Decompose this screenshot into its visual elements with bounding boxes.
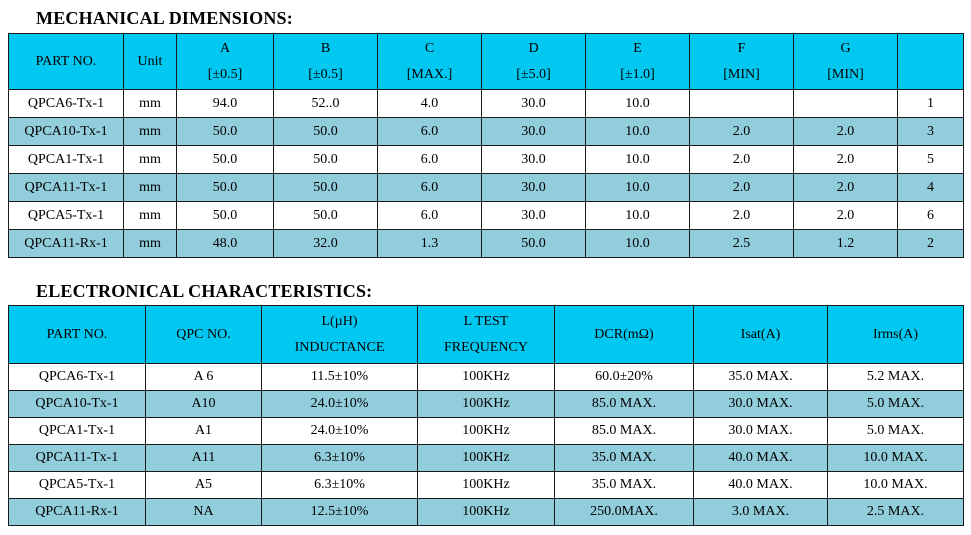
- column-header: [794, 34, 898, 90]
- table-cell: 24.0±10%: [262, 391, 418, 418]
- table-cell: 50.0: [177, 146, 274, 174]
- table-cell: 1.2: [794, 230, 898, 258]
- table-cell: [690, 90, 794, 118]
- table-cell: 85.0 MAX.: [555, 391, 694, 418]
- table-cell: QPCA6-Tx-1: [9, 90, 124, 118]
- table-cell: 50.0: [177, 174, 274, 202]
- table-row: [9, 202, 964, 230]
- table-cell: 6.0: [378, 146, 482, 174]
- table-cell: 32.0: [274, 230, 378, 258]
- table-cell: 6.0: [378, 118, 482, 146]
- column-header: [177, 34, 274, 90]
- table-cell: 30.0: [482, 90, 586, 118]
- table-cell: QPCA1-Tx-1: [9, 146, 124, 174]
- table-cell: QPCA11-Rx-1: [9, 499, 146, 526]
- column-header-sublabel: [±5.0]: [516, 66, 551, 82]
- column-header-label: PART NO.: [35, 53, 97, 69]
- mechanical-title: MECHANICAL DIMENSIONS:: [36, 8, 293, 28]
- table-cell: A1: [146, 418, 262, 445]
- table-row: [9, 90, 964, 118]
- table-cell: 6.0: [378, 174, 482, 202]
- table-cell: A5: [146, 472, 262, 499]
- column-header: [898, 34, 964, 90]
- column-header: [274, 34, 378, 90]
- table-cell: QPCA11-Tx-1: [9, 174, 124, 202]
- table-cell: 4: [898, 174, 964, 202]
- column-header-sublabel: [±0.5]: [207, 66, 243, 82]
- column-header: [482, 34, 586, 90]
- table-cell: 10.0 MAX.: [828, 472, 964, 499]
- column-header: [262, 306, 418, 364]
- table-cell: 3: [898, 118, 964, 146]
- column-header-sublabel: INDUCTANCE: [294, 339, 385, 355]
- table-cell: 48.0: [177, 230, 274, 258]
- table-cell: 40.0 MAX.: [694, 472, 828, 499]
- table-cell: 2.5: [690, 230, 794, 258]
- table-cell: 5.2 MAX.: [828, 364, 964, 391]
- electronical-title: ELECTRONICAL CHARACTERISTICS:: [36, 281, 373, 301]
- table-cell: 2.0: [690, 118, 794, 146]
- table-cell: 35.0 MAX.: [694, 364, 828, 391]
- table-cell: [794, 90, 898, 118]
- table-cell: mm: [124, 118, 177, 146]
- column-header-label: QPC NO.: [176, 326, 231, 342]
- table-cell: 100KHz: [418, 391, 555, 418]
- table-cell: 6.3±10%: [262, 472, 418, 499]
- table-cell: 50.0: [274, 202, 378, 230]
- table-cell: 2.0: [690, 202, 794, 230]
- table-cell: 35.0 MAX.: [555, 472, 694, 499]
- electronical-characteristics-table: [8, 305, 964, 526]
- column-header: [124, 34, 177, 90]
- table-cell: 2.0: [794, 118, 898, 146]
- table-cell: QPCA6-Tx-1: [9, 364, 146, 391]
- table-cell: 4.0: [378, 90, 482, 118]
- table-cell: QPCA1-Tx-1: [9, 418, 146, 445]
- column-header-label: C: [424, 40, 435, 56]
- table-cell: mm: [124, 230, 177, 258]
- table-cell: 35.0 MAX.: [555, 445, 694, 472]
- table-cell: 94.0: [177, 90, 274, 118]
- column-header: [9, 306, 146, 364]
- table-cell: mm: [124, 146, 177, 174]
- column-header-label: G: [840, 40, 851, 56]
- table-cell: 10.0: [586, 202, 690, 230]
- column-header: [586, 34, 690, 90]
- column-header: [146, 306, 262, 364]
- table-row: [9, 472, 964, 499]
- table-cell: 6.3±10%: [262, 445, 418, 472]
- mechanical-dimensions-table: [8, 33, 964, 258]
- column-header-sublabel: [MIN]: [723, 66, 760, 82]
- table-row: [9, 445, 964, 472]
- table-cell: QPCA10-Tx-1: [9, 391, 146, 418]
- table-row: [9, 364, 964, 391]
- table-cell: 30.0 MAX.: [694, 418, 828, 445]
- column-header-sublabel: FREQUENCY: [443, 339, 528, 355]
- column-header-sublabel: [MIN]: [827, 66, 864, 82]
- table-cell: 2.0: [794, 146, 898, 174]
- table-cell: A11: [146, 445, 262, 472]
- table-cell: 60.0±20%: [555, 364, 694, 391]
- table-cell: 1: [898, 90, 964, 118]
- table-cell: 2: [898, 230, 964, 258]
- column-header-label: B: [320, 40, 331, 56]
- table-cell: 52..0: [274, 90, 378, 118]
- column-header-label: E: [633, 40, 642, 56]
- table-row: [9, 146, 964, 174]
- table-cell: 5.0 MAX.: [828, 418, 964, 445]
- table-cell: 30.0 MAX.: [694, 391, 828, 418]
- table-cell: 10.0 MAX.: [828, 445, 964, 472]
- column-header: [418, 306, 555, 364]
- table-cell: 30.0: [482, 146, 586, 174]
- table-cell: 10.0: [586, 230, 690, 258]
- column-header: [555, 306, 694, 364]
- table-cell: 50.0: [274, 118, 378, 146]
- table-cell: 5.0 MAX.: [828, 391, 964, 418]
- table-cell: QPCA5-Tx-1: [9, 202, 124, 230]
- table-cell: 2.5 MAX.: [828, 499, 964, 526]
- table-cell: 50.0: [177, 202, 274, 230]
- table-cell: 2.0: [690, 174, 794, 202]
- table-cell: NA: [146, 499, 262, 526]
- table-cell: QPCA11-Rx-1: [9, 230, 124, 258]
- table-cell: 100KHz: [418, 499, 555, 526]
- table-row: [9, 418, 964, 445]
- table-cell: 10.0: [586, 118, 690, 146]
- table-row: [9, 174, 964, 202]
- table-cell: 50.0: [482, 230, 586, 258]
- table-cell: 50.0: [274, 174, 378, 202]
- table-cell: 250.0MAX.: [555, 499, 694, 526]
- table-cell: 1.3: [378, 230, 482, 258]
- table-cell: QPCA10-Tx-1: [9, 118, 124, 146]
- column-header-label: F: [737, 40, 746, 56]
- table-cell: 10.0: [586, 90, 690, 118]
- table-row: [9, 118, 964, 146]
- table-cell: 40.0 MAX.: [694, 445, 828, 472]
- column-header-sublabel: [MAX.]: [406, 66, 453, 82]
- table-cell: 100KHz: [418, 364, 555, 391]
- column-header: [9, 34, 124, 90]
- header-row: [9, 306, 964, 364]
- column-header-sublabel: [±0.5]: [308, 66, 343, 82]
- column-header-label: Irms(A): [872, 326, 919, 342]
- table-cell: A10: [146, 391, 262, 418]
- table-cell: 2.0: [690, 146, 794, 174]
- column-header-label: PART NO.: [46, 326, 108, 342]
- table-cell: 30.0: [482, 174, 586, 202]
- column-header: [694, 306, 828, 364]
- table-cell: 5: [898, 146, 964, 174]
- column-header-label: D: [528, 40, 539, 56]
- column-header: [378, 34, 482, 90]
- table-cell: 30.0: [482, 202, 586, 230]
- table-cell: 10.0: [586, 146, 690, 174]
- table-cell: 2.0: [794, 174, 898, 202]
- table-cell: 100KHz: [418, 418, 555, 445]
- table-cell: QPCA5-Tx-1: [9, 472, 146, 499]
- table-cell: mm: [124, 202, 177, 230]
- table-cell: 30.0: [482, 118, 586, 146]
- table-cell: mm: [124, 174, 177, 202]
- column-header-label: L TEST: [463, 313, 509, 329]
- column-header-label: Unit: [137, 53, 163, 69]
- column-header-label: Isat(A): [740, 326, 781, 342]
- table-cell: mm: [124, 90, 177, 118]
- table-cell: 50.0: [177, 118, 274, 146]
- header-row: [9, 34, 964, 90]
- table-row: [9, 391, 964, 418]
- table-cell: 6.0: [378, 202, 482, 230]
- table-cell: 10.0: [586, 174, 690, 202]
- column-header-label: DCR(mΩ): [594, 326, 654, 342]
- table-cell: 50.0: [274, 146, 378, 174]
- table-cell: 24.0±10%: [262, 418, 418, 445]
- table-cell: 3.0 MAX.: [694, 499, 828, 526]
- column-header: [690, 34, 794, 90]
- table-cell: 12.5±10%: [262, 499, 418, 526]
- table-cell: 100KHz: [418, 445, 555, 472]
- column-header: [828, 306, 964, 364]
- column-header-sublabel: [±1.0]: [620, 66, 655, 82]
- table-cell: 11.5±10%: [262, 364, 418, 391]
- table-row: [9, 499, 964, 526]
- column-header-label: L(µH): [321, 313, 358, 329]
- table-cell: QPCA11-Tx-1: [9, 445, 146, 472]
- table-cell: 2.0: [794, 202, 898, 230]
- table-cell: 100KHz: [418, 472, 555, 499]
- table-cell: A 6: [146, 364, 262, 391]
- table-row: [9, 230, 964, 258]
- table-cell: 85.0 MAX.: [555, 418, 694, 445]
- column-header-label: A: [219, 40, 231, 56]
- table-cell: 6: [898, 202, 964, 230]
